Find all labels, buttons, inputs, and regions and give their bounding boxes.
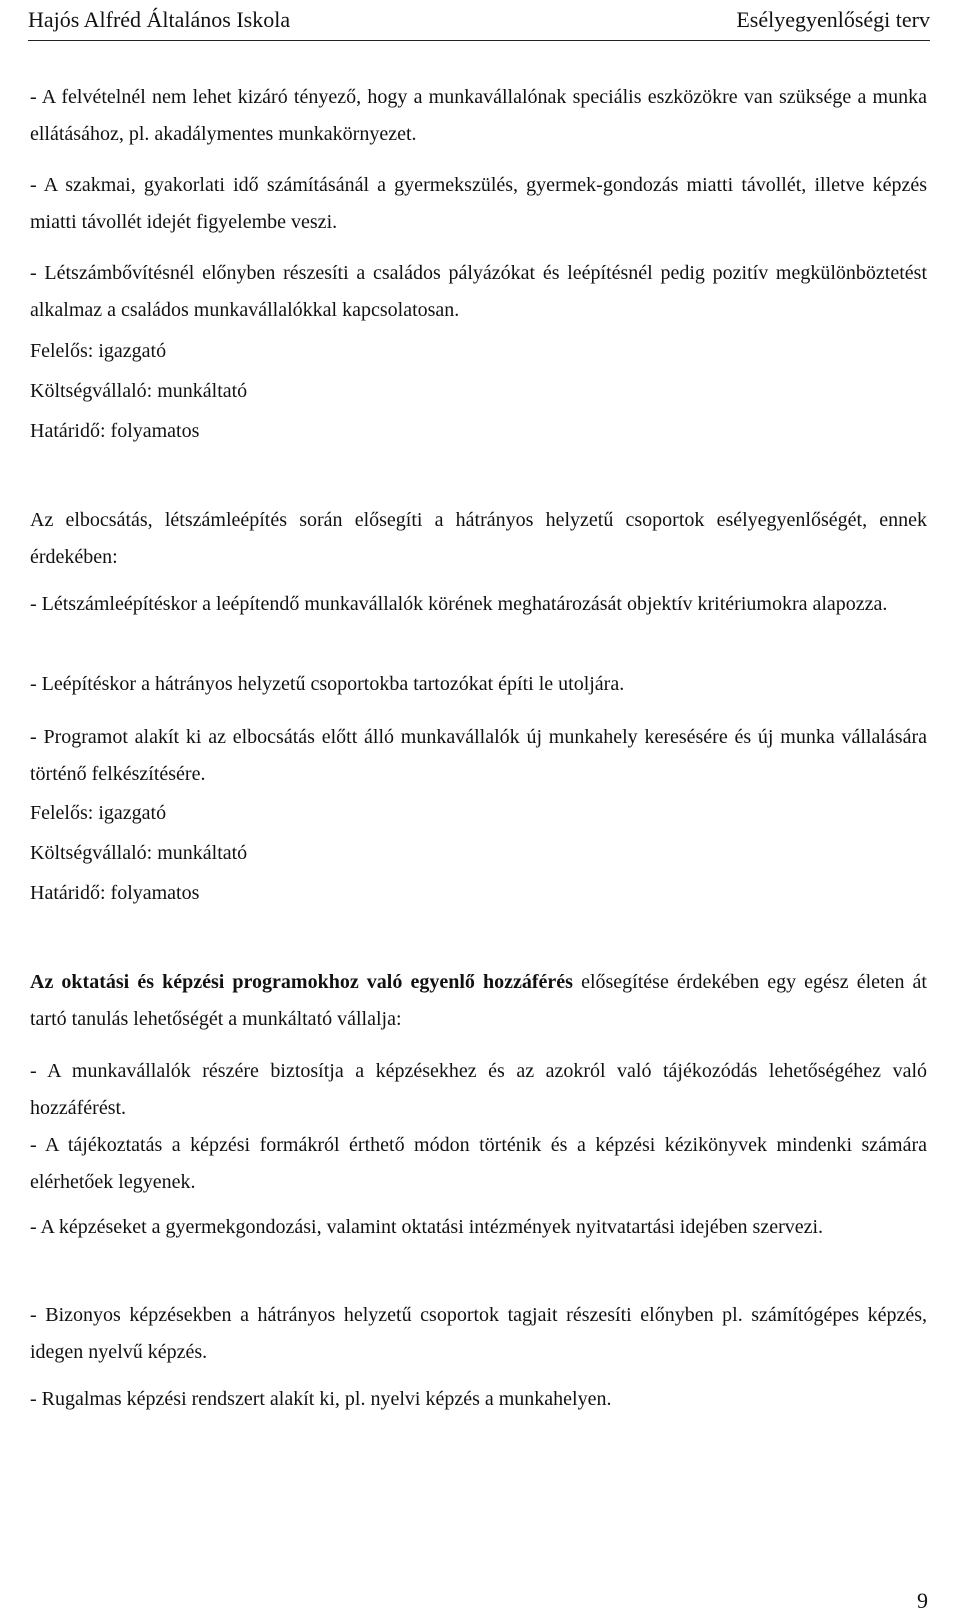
header-school-name: Hajós Alfréd Általános Iskola [28, 7, 291, 32]
paragraph-layoff-order: - Leépítéskor a hátrányos helyzetű csoportokba tartozókat építi le utoljára. [30, 673, 625, 695]
paragraph-layoff-intro: Az elbocsátás, létszámleépítés során elősegíti a hátrányos helyzetű csoportok esélyegyenlőségét, ennek érdekében: [30, 509, 927, 568]
paragraph-training-info: - A tájékoztatás a képzési formákról érthető módon történik és a képzési kézikönyvek mindenki számára elérhetőek legyenek. [30, 1134, 927, 1193]
paragraph-layoff-criteria: - Létszámleépítéskor a leépítendő munkavállalók körének meghatározását objektív kritériumokra alapozza. [30, 593, 888, 615]
responsible-line: Felelős: igazgató [30, 340, 167, 362]
paragraph-staffing: - Létszámbővítésnél előnyben részesíti a családos pályázókat és leépítésnél pedig pozitív megkülönböztetést alkalmaz a családos munkavállalókkal kapcsolatosan. [30, 262, 927, 321]
paragraph-experience: - A szakmai, gyakorlati idő számításánál a gyermekszülés, gyermek-gondozás miatti távollét, illetve képzés miatti távollét idejét figyelembe veszi. [30, 174, 927, 233]
page-header [28, 0, 930, 41]
header-document-title: Esélyegyenlőségi terv [736, 7, 930, 32]
paragraph-training-priority: - Bizonyos képzésekben a hátrányos helyzetű csoportok tagjait részesíti előnyben pl. számítógépes képzés, idegen nyelvű képzés. [30, 1304, 927, 1363]
page-number: 9 [917, 1588, 928, 1613]
cost-bearer-line-2: Költségvállaló: munkáltató [30, 842, 248, 864]
paragraph-training-intro [30, 964, 927, 1038]
paragraph-training-access: - A munkavállalók részére biztosítja a képzésekhez és az azokról való tájékozódás lehetőségéhez való hozzáférést. [30, 1060, 927, 1119]
deadline-line: Határidő: folyamatos [30, 420, 200, 442]
responsible-line-2: Felelős: igazgató [30, 802, 167, 824]
paragraph-training-schedule: - A képzéseket a gyermekgondozási, valamint oktatási intézmények nyitvatartási idejében szervezi. [30, 1216, 824, 1238]
training-intro-bold: Az oktatási és képzési programokhoz való egyenlő hozzáférés [30, 971, 573, 993]
paragraph-hiring: - A felvételnél nem lehet kizáró tényező, hogy a munkavállalónak speciális eszközökre van szüksége a munka ellátásához, pl. akadálymentes munkakörnyezet. [30, 86, 927, 145]
deadline-line-2: Határidő: folyamatos [30, 882, 200, 904]
training-intro-rest: elősegítése érdekében egy egész életen át tartó tanulás lehetőségét a munkáltató vállalja: [30, 971, 927, 1030]
cost-bearer-line: Költségvállaló: munkáltató [30, 380, 248, 402]
paragraph-training-flexible: - Rugalmas képzési rendszert alakít ki, pl. nyelvi képzés a munkahelyen. [30, 1388, 612, 1410]
paragraph-reemployment: - Programot alakít ki az elbocsátás előtt álló munkavállalók új munkahely keresésére és új munka vállalására történő felkészítésére. [30, 726, 927, 785]
